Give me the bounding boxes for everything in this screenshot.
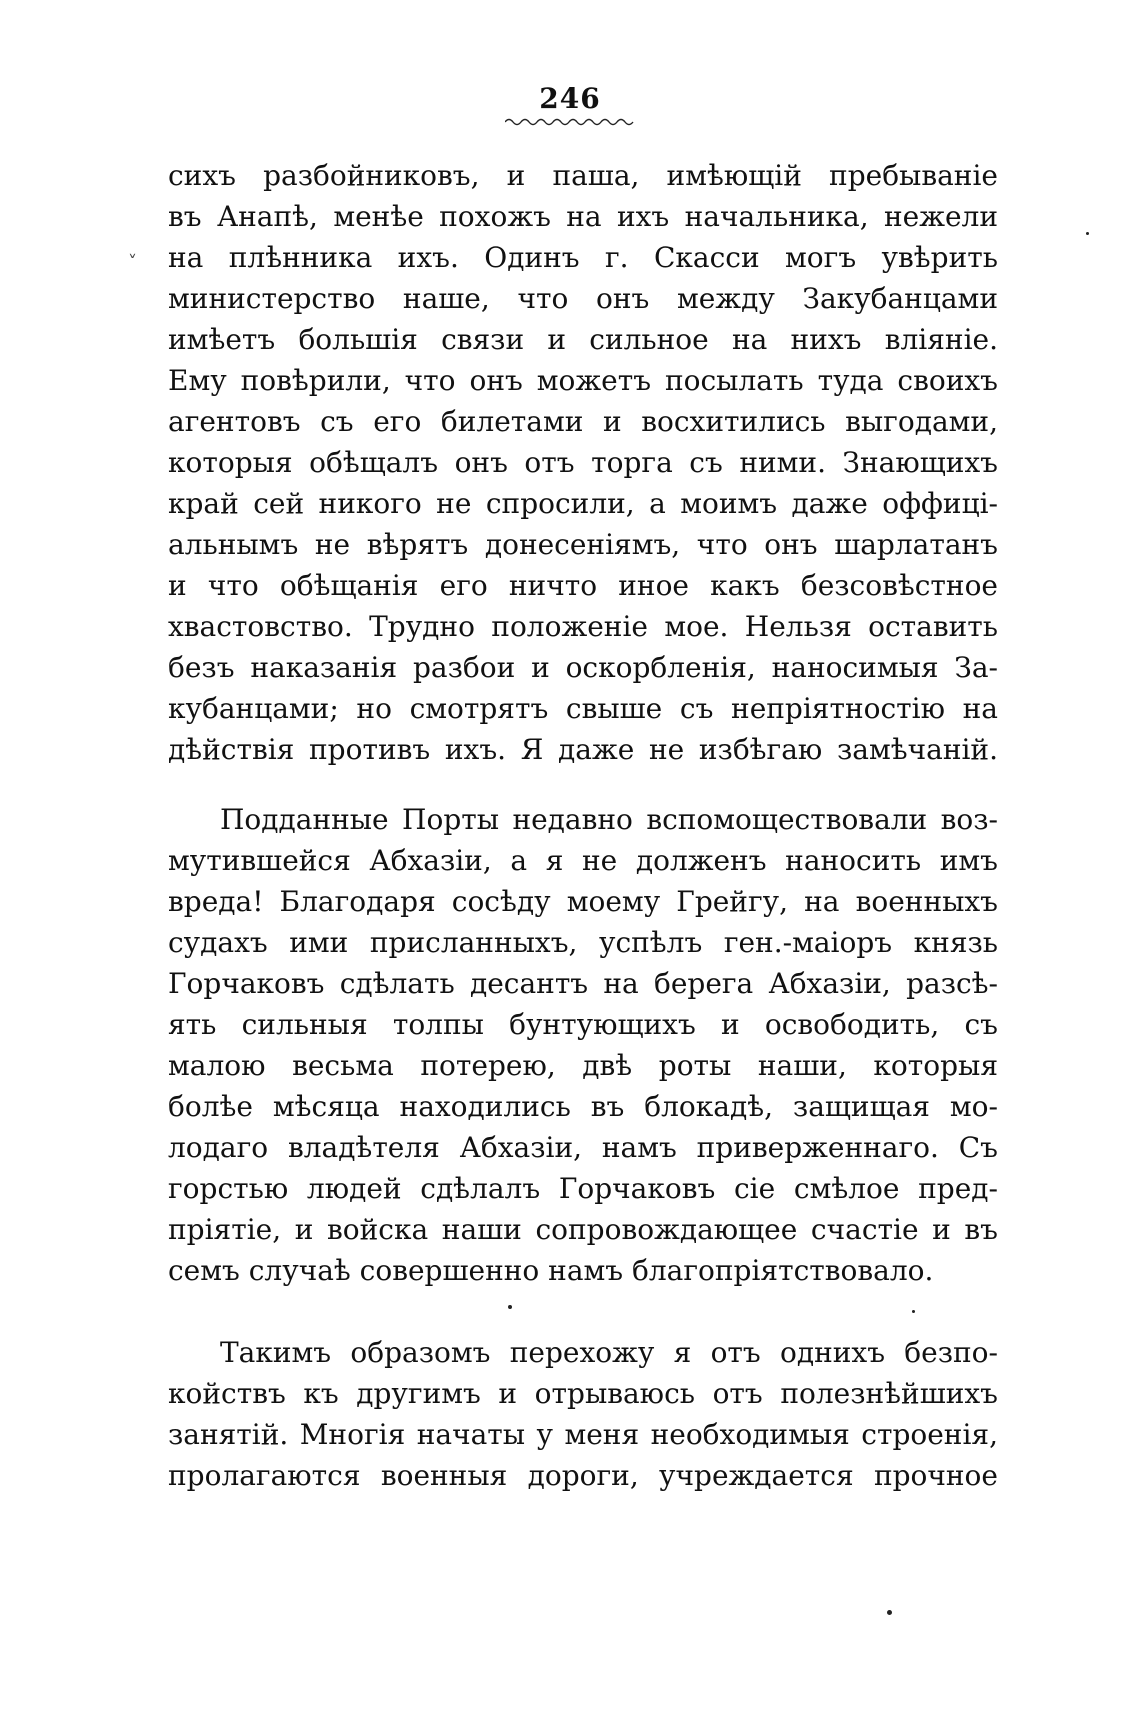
text-line: дѣйствія противъ ихъ. Я даже не избѣгаю замѣчаній. — [168, 733, 998, 766]
text-line: пролагаются военныя дороги, учреждается прочное — [168, 1459, 998, 1492]
text-line: министерство наше, что онъ между Закубанцами — [168, 282, 998, 315]
text-line: занятій. Многія начаты у меня необходимыя строенія, — [168, 1418, 998, 1451]
wavy-rule-ornament — [505, 117, 635, 127]
text-line: семъ случаѣ совершенно намъ благопріятствовало. — [168, 1254, 934, 1287]
text-line: сихъ разбойниковъ, и паша, имѣющій пребываніе — [168, 159, 998, 192]
text-line: хвастовство. Трудно положеніе мое. Нельзя оставить — [168, 610, 998, 643]
scan-speck — [1086, 232, 1089, 235]
text-line: край сей никого не спросили, а моимъ даже оффиці- — [168, 487, 998, 520]
text-line: агентовъ съ его билетами и восхитились выгодами, — [168, 405, 998, 438]
page-header — [0, 82, 1140, 127]
text-line: лодаго владѣтеля Абхазіи, намъ приверженнаго. Съ — [168, 1131, 998, 1164]
text-line: Горчаковъ сдѣлать десантъ на берега Абхазіи, разсѣ- — [168, 967, 998, 1000]
text-line: имѣетъ большія связи и сильное на нихъ вліяніе. — [168, 323, 998, 356]
text-line: альнымъ не вѣрятъ донесеніямъ, что онъ шарлатанъ — [168, 528, 998, 561]
text-line: вреда! Благодаря сосѣду моему Грейгу, на военныхъ — [168, 885, 998, 918]
paragraph-1 — [168, 155, 998, 770]
text-line: Подданные Порты недавно вспомоществовали воз- — [220, 803, 998, 836]
text-line: судахъ ими присланныхъ, успѣлъ ген.-маіоръ князь — [168, 926, 998, 959]
text-line: кубанцами; но смотрятъ свыше съ непріятностію на — [168, 692, 998, 725]
page-number: 246 — [539, 82, 601, 115]
text-line: мутившейся Абхазіи, а я не долженъ наносить имъ — [168, 844, 998, 877]
text-line: Такимъ образомъ перехожу я отъ однихъ безпо- — [220, 1336, 998, 1369]
text-line: которыя обѣщалъ онъ отъ торга съ ними. Знающихъ — [168, 446, 998, 479]
text-line: въ Анапѣ, менѣе похожъ на ихъ начальника, нежели — [168, 200, 998, 233]
text-line: на плѣнника ихъ. Одинъ г. Скасси могъ увѣрить — [168, 241, 998, 274]
text-line: ять сильныя толпы бунтующихъ и освободить, съ — [168, 1008, 998, 1041]
paragraph-2 — [168, 799, 998, 1291]
scan-speck — [887, 1610, 892, 1615]
text-line: болѣе мѣсяца находились въ блокадѣ, защищая мо- — [168, 1090, 998, 1123]
text-line: малою весьма потерею, двѣ роты наши, которыя — [168, 1049, 998, 1082]
scan-speck — [912, 1310, 915, 1313]
text-line: и что обѣщанія его ничто иное какъ безсовѣстное — [168, 569, 998, 602]
text-line: пріятіе, и войска наши сопровождающее счастіе и въ — [168, 1213, 998, 1246]
text-line: койствъ къ другимъ и отрываюсь отъ полезнѣйшихъ — [168, 1377, 998, 1410]
text-line: Ему повѣрили, что онъ можетъ посылать туда своихъ — [168, 364, 998, 397]
margin-mark: ˅ — [128, 252, 137, 273]
scan-speck — [508, 1305, 512, 1309]
paragraph-3 — [168, 1332, 998, 1496]
text-line: горстью людей сдѣлалъ Горчаковъ сіе смѣлое пред- — [168, 1172, 998, 1205]
text-line: безъ наказанія разбои и оскорбленія, наносимыя За- — [168, 651, 998, 684]
